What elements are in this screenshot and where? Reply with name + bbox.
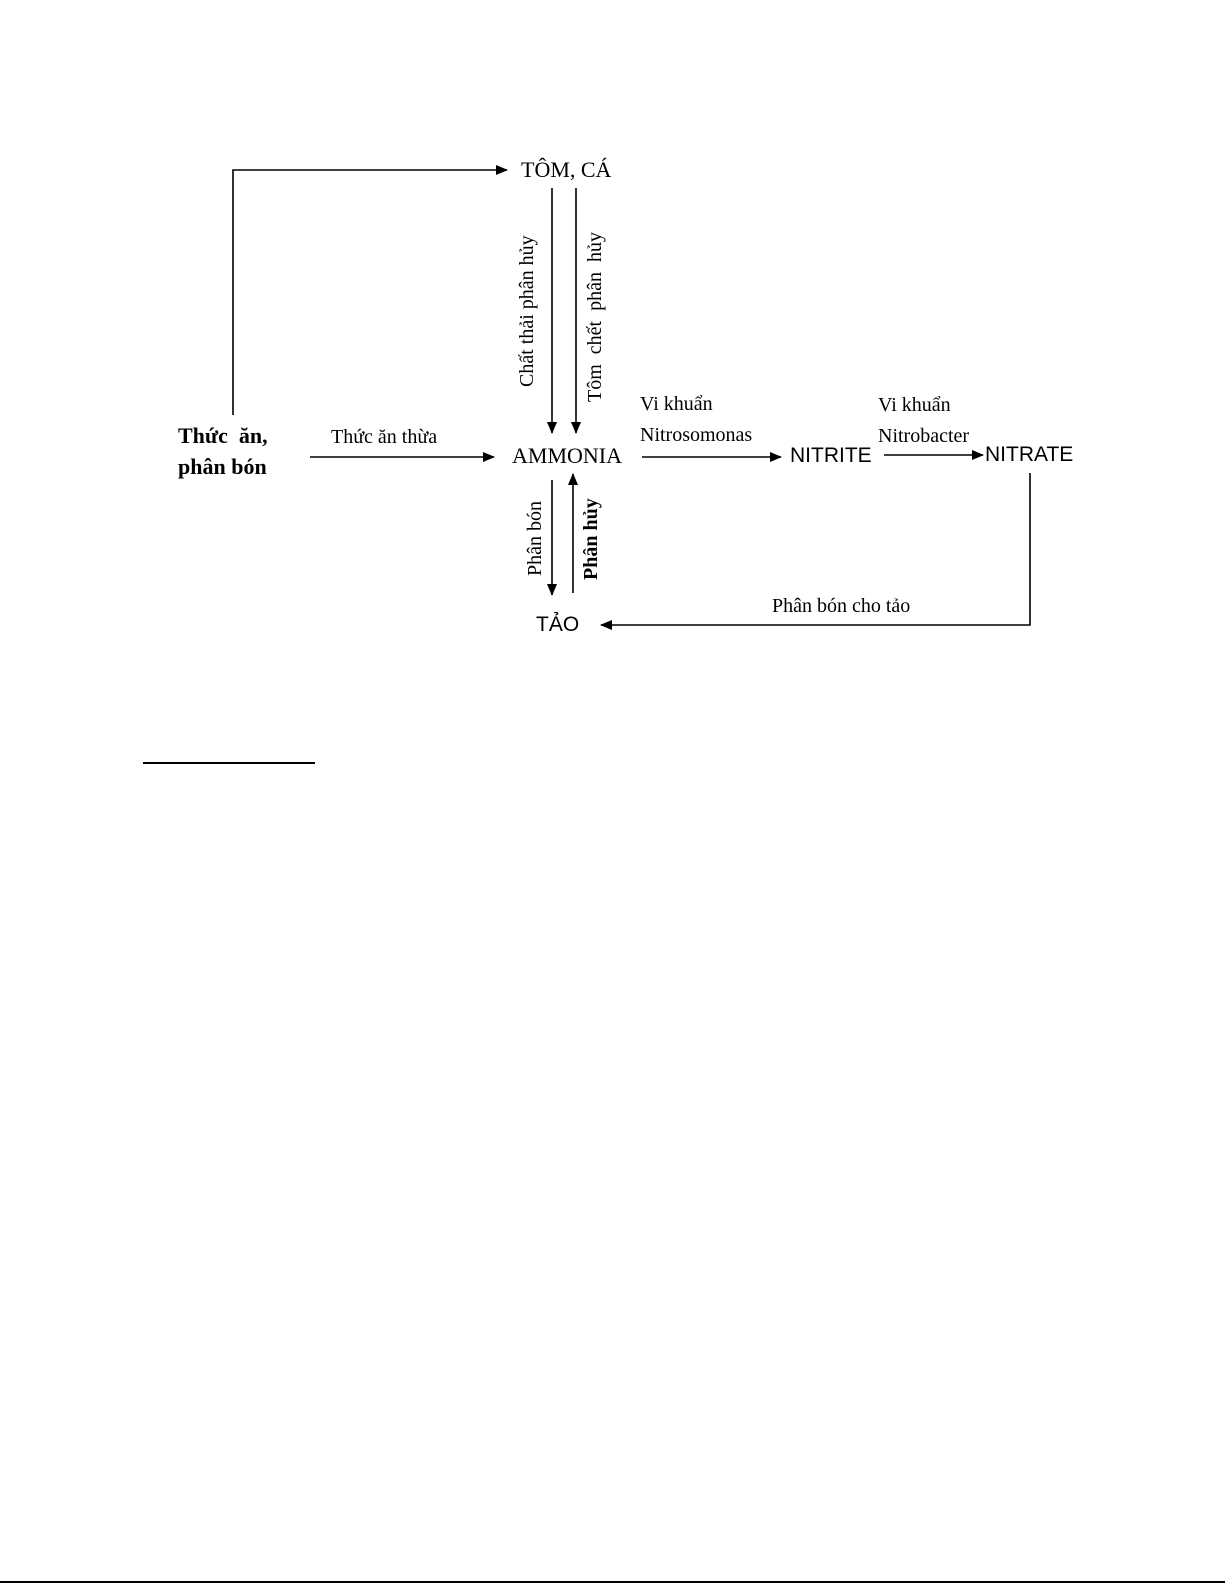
node-nitrite: NITRITE	[790, 444, 872, 467]
node-algae: TẢO	[536, 613, 580, 636]
label-nitrobacter-line2: Nitrobacter	[878, 425, 970, 447]
label-dead-shrimp-decompose: Tôm chết phân hủy	[584, 232, 606, 402]
node-feed-fertilizer-line2: phân bón	[178, 454, 267, 479]
label-nitrobacter-line1: Vi khuẩn	[878, 394, 951, 416]
label-leftover-feed: Thức ăn thừa	[331, 426, 438, 448]
nitrogen-cycle-diagram	[0, 0, 1225, 700]
node-feed-fertilizer-line1: Thức ăn,	[178, 423, 268, 448]
footnote-separator	[143, 762, 315, 764]
label-decompose: Phân hủy	[580, 498, 602, 580]
arrow-feed-to-shrimp	[233, 170, 507, 415]
node-shrimp-fish: TÔM, CÁ	[521, 157, 612, 182]
label-nitrosomonas-line1: Vi khuẩn	[640, 393, 713, 415]
label-fertilizer: Phân bón	[524, 501, 546, 576]
node-nitrate: NITRATE	[985, 443, 1074, 466]
label-waste-decompose: Chất thải phân hủy	[516, 235, 538, 387]
page-bottom-rule	[0, 1581, 1225, 1583]
node-ammonia: AMMONIA	[512, 443, 622, 468]
label-nitrosomonas-line2: Nitrosomonas	[640, 424, 753, 446]
label-fertilizer-for-algae: Phân bón cho tảo	[772, 595, 911, 617]
